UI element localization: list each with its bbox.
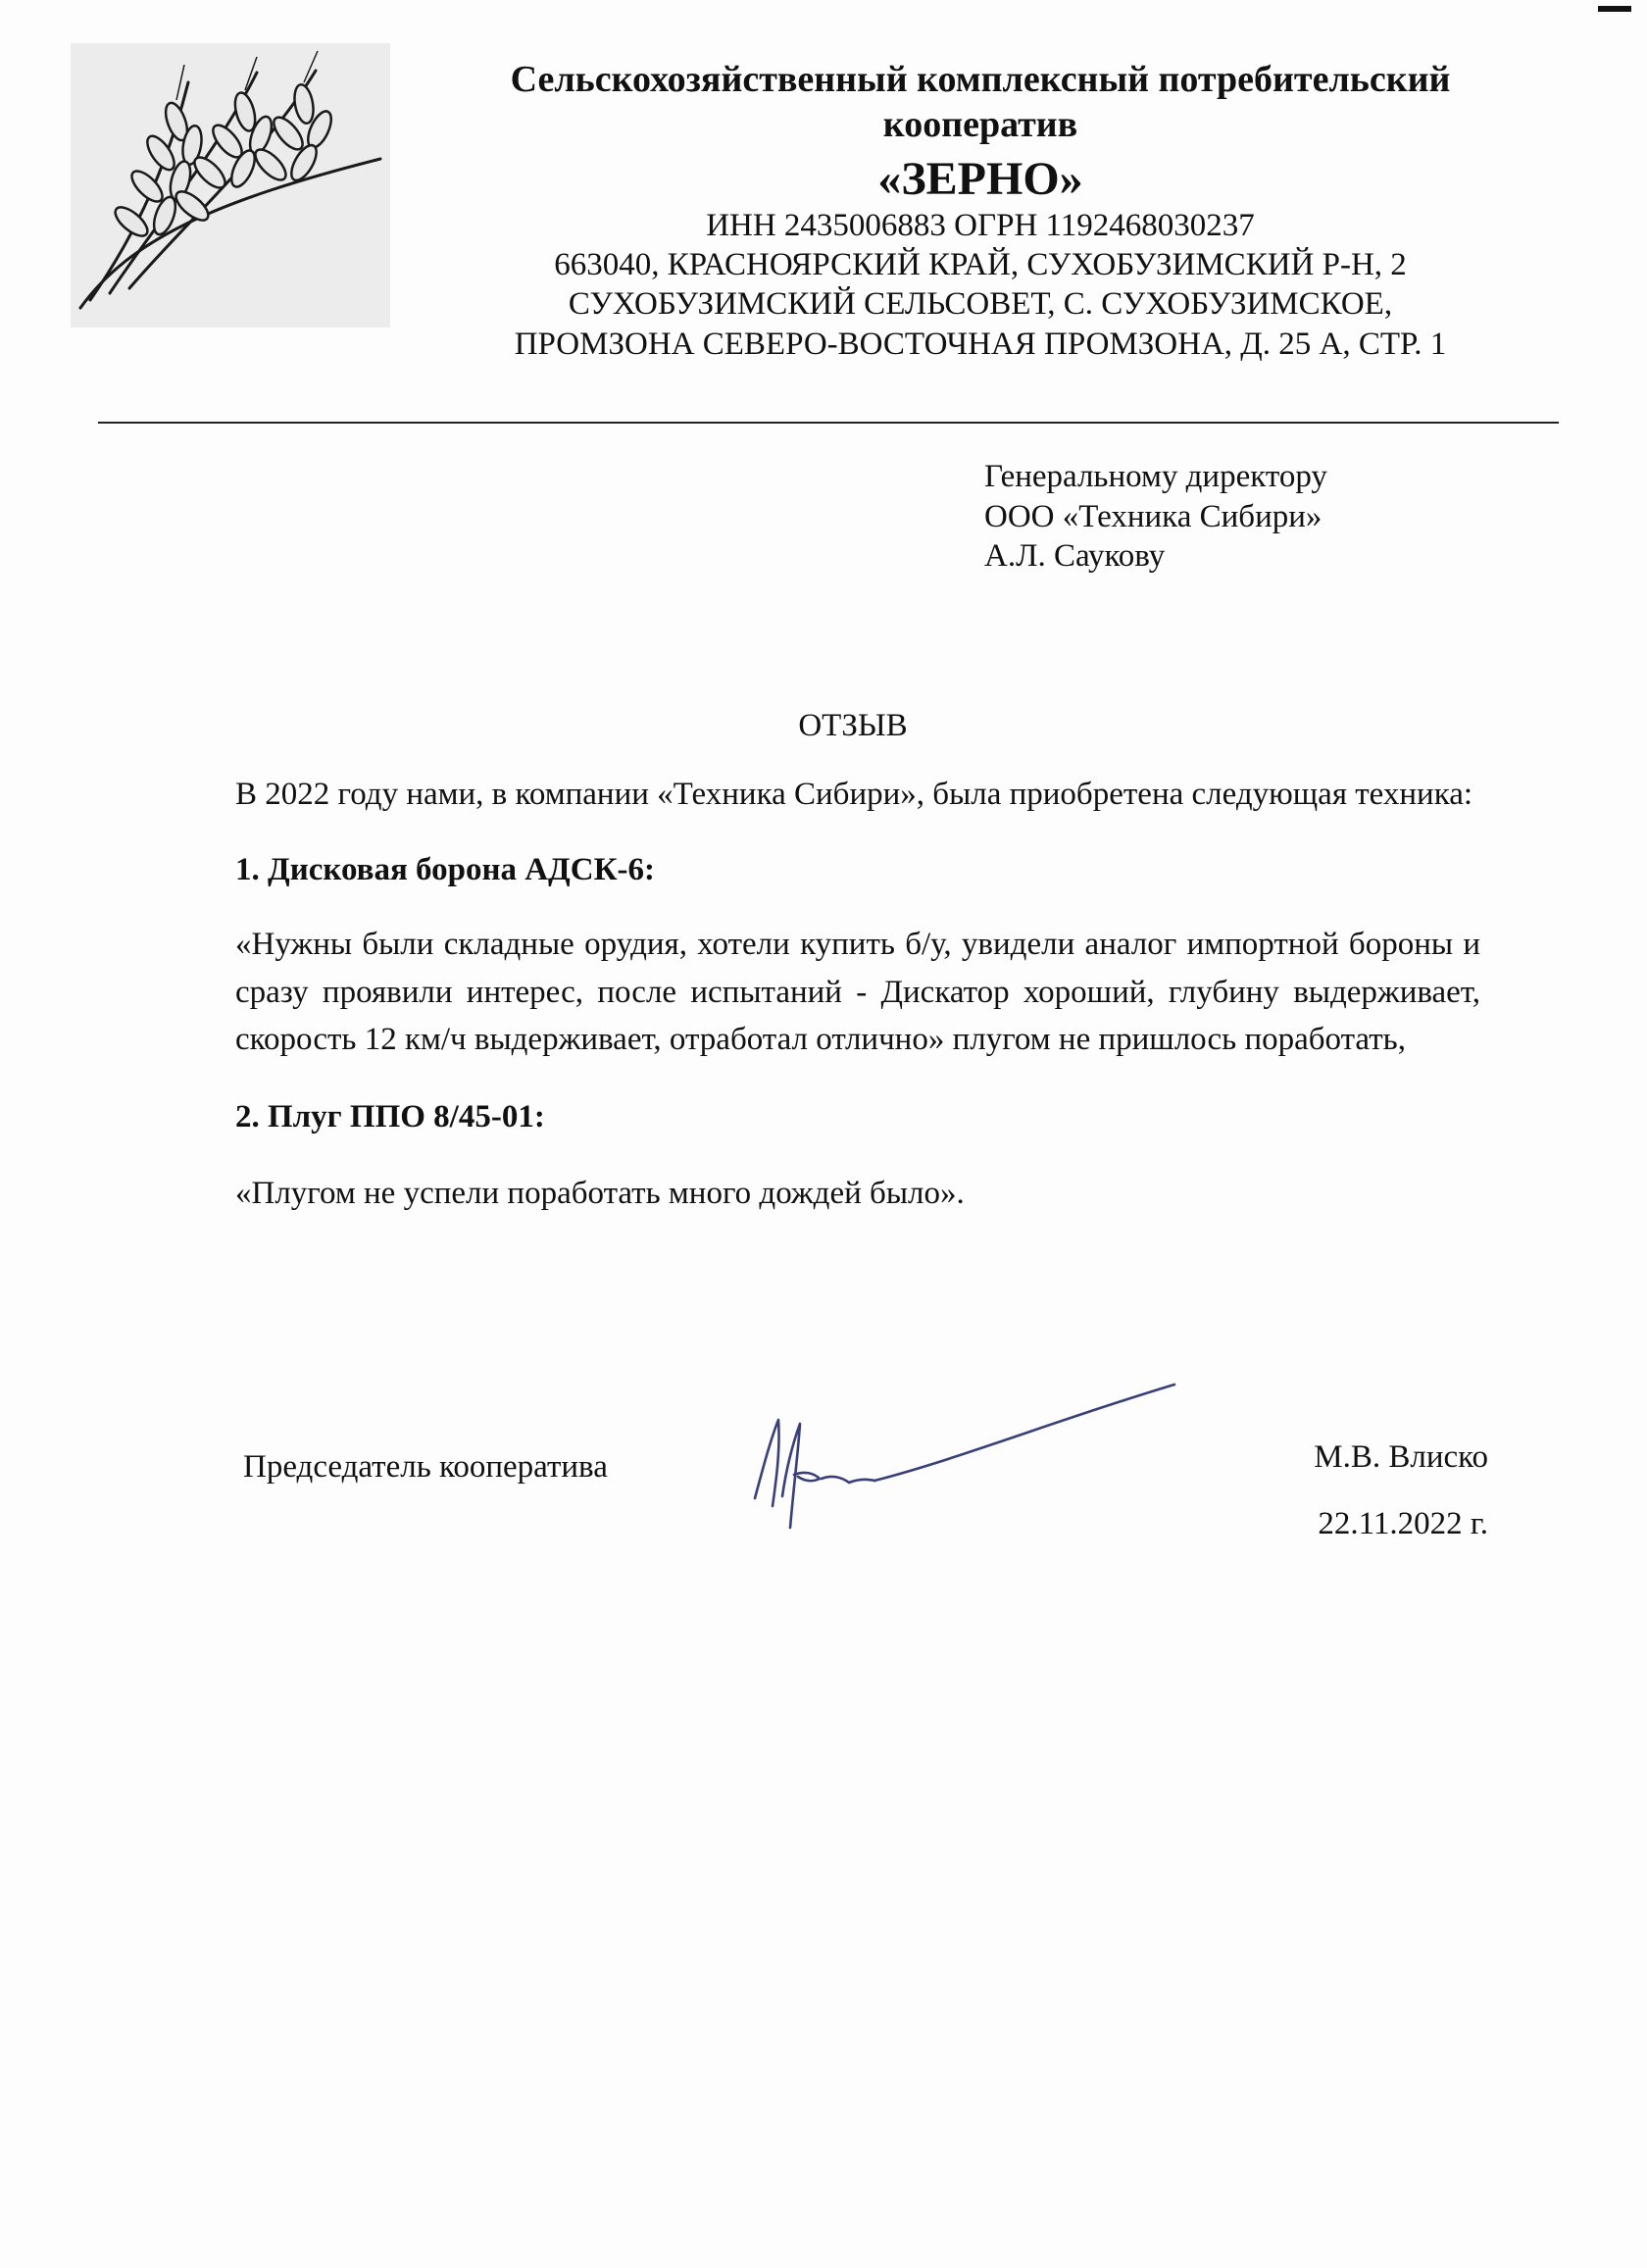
org-address-line2: СУХОБУЗИМСКИЙ СЕЛЬСОВЕТ, С. СУХОБУЗИМСКОЕ, — [568, 286, 1393, 323]
org-name-line2: кооператив — [882, 104, 1078, 146]
org-address-line1: 663040, КРАСНОЯРСКИЙ КРАЙ, СУХОБУЗИМСКИЙ Р-Н, 2 — [554, 247, 1407, 283]
organization-header — [412, 57, 1549, 364]
intro-paragraph: В 2022 году нами, в компании «Техника Сибири», была приобретена следующая техника: — [235, 777, 1473, 812]
header-divider — [98, 422, 1559, 424]
addressee-line3: А.Л. Саукову — [984, 538, 1166, 575]
item2-heading: 2. Плуг ППО 8/45-01: — [235, 1098, 545, 1134]
handwritten-signature — [743, 1381, 1253, 1537]
item2-text: «Плугом не успели поработать много дождей было». — [235, 1176, 965, 1211]
org-address-line3: ПРОМЗОНА СЕВЕРО-ВОСТОЧНАЯ ПРОМЗОНА, Д. 25 А, СТР. 1 — [514, 326, 1447, 362]
signer-position: Председатель кооператива — [243, 1449, 608, 1485]
org-brand: «ЗЕРНО» — [877, 152, 1083, 205]
signer-name: М.В. Влиско — [1314, 1439, 1488, 1475]
addressee-block — [984, 457, 1327, 577]
org-registration: ИНН 2435006883 ОГРН 1192468030237 — [706, 207, 1255, 243]
item1-heading: 1. Дисковая борона АДСК-6: — [235, 851, 656, 887]
document-body — [235, 771, 1480, 1218]
document-date: 22.11.2022 г. — [1318, 1506, 1488, 1541]
addressee-line2: ООО «Техника Сибири» — [984, 498, 1323, 534]
org-name-line1: Сельскохозяйственный комплексный потребительский — [510, 59, 1451, 100]
wheat-logo — [71, 43, 390, 328]
document-title: ОТЗЫВ — [798, 708, 908, 743]
page-edge-mark — [1598, 6, 1631, 12]
item1-text: «Нужны были складные орудия, хотели купить б/у, увидели аналог импортной бороны и сразу проявили интерес, после испытаний - Дискатор хороший, глубину выдерживает, скорость 12 км/ч выдерживает, отработал отлично» плугом не пришлось поработать, — [235, 927, 1480, 1057]
addressee-line1: Генеральному директору — [984, 459, 1327, 494]
